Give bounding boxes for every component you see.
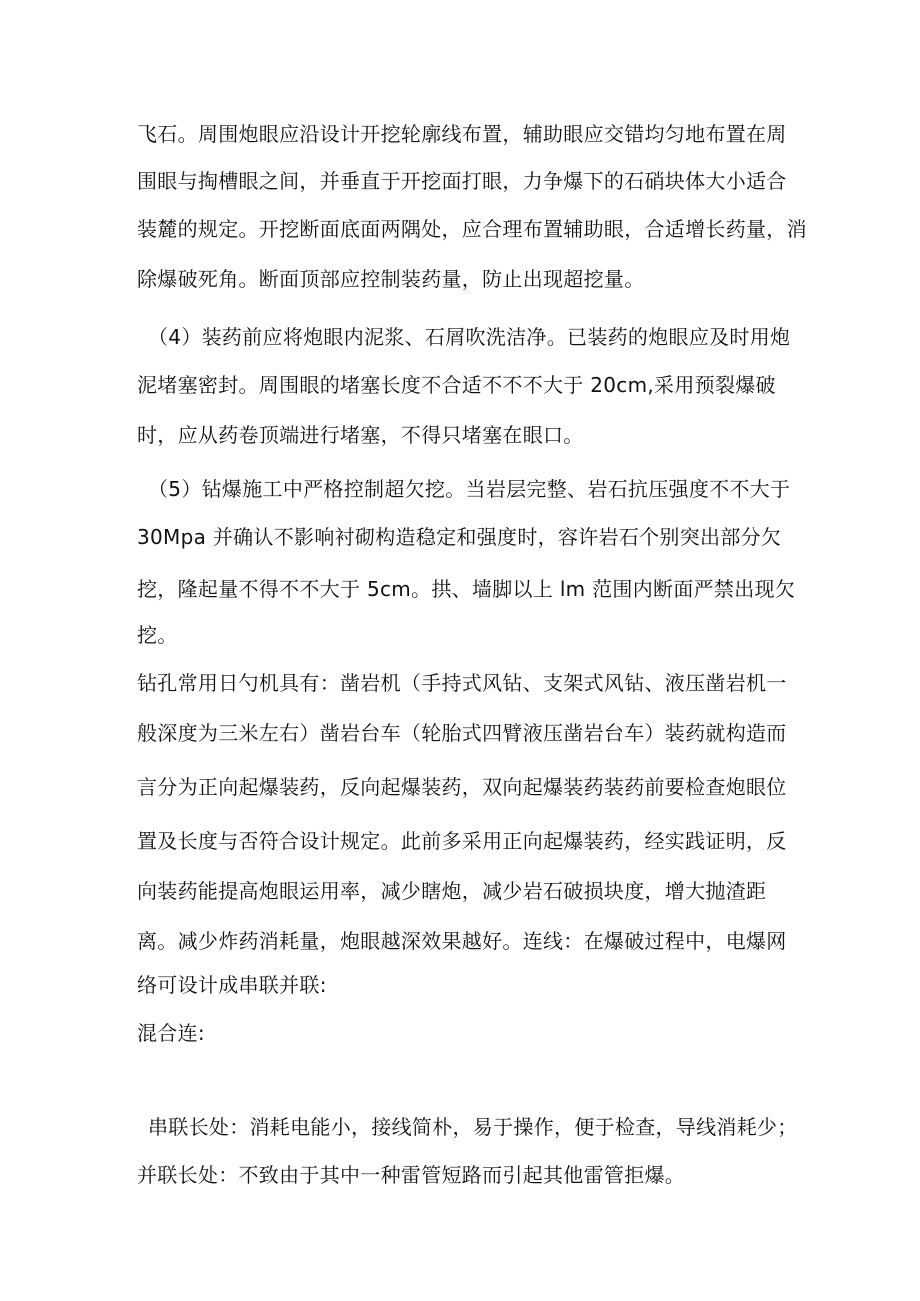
paragraph-line: （4）装药前应将炮眼内泥浆、石屑吹洗洁净。已装药的炮眼应及时用炮 xyxy=(148,325,791,349)
paragraph-line: 钻孔常用日勺机具有：凿岩机（手持式风钻、支架式风钻、液压凿岩机一 xyxy=(137,671,787,695)
paragraph-line: 串联长处：消耗电能小，接线简朴，易于操作，便于检查，导线消耗少； xyxy=(148,1115,798,1139)
paragraph-line: 向装药能提高炮眼运用率，减少瞎炮，减少岩石破损块度，增大抛渣距 xyxy=(137,879,767,903)
paragraph-line: 挖，隆起量不得不不大于 5cm。拱、墙脚以上 lm 范围内断面严禁出现欠 xyxy=(137,577,796,601)
paragraph-line: 言分为正向起爆装药，反向起爆装药，双向起爆装药装药前要检查炮眼位 xyxy=(137,775,787,799)
paragraph-line: 飞石。周围炮眼应沿设计开挖轮廓线布置，辅助眼应交错均匀地布置在周 xyxy=(137,122,787,146)
paragraph-line: 30Mpa 并确认不影响衬砌构造稳定和强度时，容许岩石个别突出部分欠 xyxy=(137,525,782,549)
paragraph-line: 除爆破死角。断面顶部应控制装药量，防止出现超挖量。 xyxy=(137,267,645,291)
paragraph-line: 并联长处：不致由于其中一种雷管短路而引起其他雷管拒爆。 xyxy=(137,1163,686,1187)
paragraph-line: 般深度为三米左右）凿岩台车（轮胎式四臂液压凿岩台车）装药就构造而 xyxy=(137,721,787,745)
paragraph-line: 络可设计成串联并联: xyxy=(137,973,327,997)
paragraph-line: 泥堵塞密封。周围眼的堵塞长度不合适不不不大于 20cm,采用预裂爆破 xyxy=(137,373,776,397)
paragraph-line: 装麓的规定。开挖断面底面两隅处，应合理布置辅助眼，合适增长药量，消 xyxy=(137,217,807,241)
paragraph-line: （5）钻爆施工中严格控制超欠挖。当岩层完整、岩石抗压强度不不大于 xyxy=(148,477,791,501)
paragraph-line: 离。减少炸药消耗量，炮眼越深效果越好。连线：在爆破过程中，电爆网 xyxy=(137,929,787,953)
paragraph-line: 时，应从药卷顶端进行堵塞，不得只堵塞在眼口。 xyxy=(137,423,584,447)
paragraph-line: 挖。 xyxy=(137,623,178,647)
paragraph-line: 置及长度与否符合设计规定。此前多采用正向起爆装药，经实践证明，反 xyxy=(137,829,787,853)
paragraph-line: 混合连: xyxy=(137,1021,205,1045)
paragraph-line: 围眼与掏槽眼之间，并垂直于开挖面打眼，力争爆下的石硝块体大小适合 xyxy=(137,169,787,193)
